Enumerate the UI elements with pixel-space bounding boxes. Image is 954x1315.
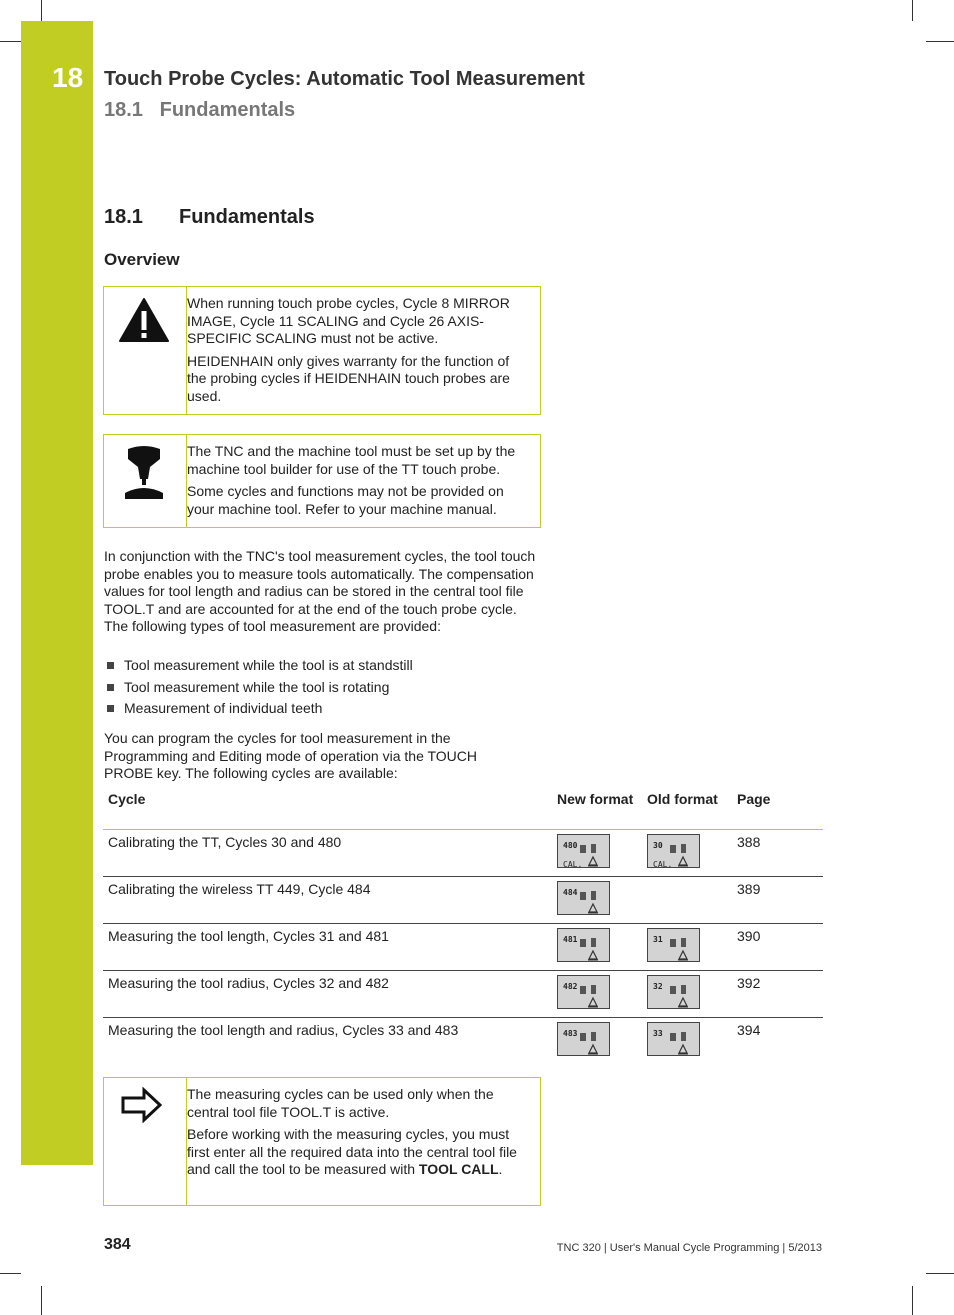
note-text <box>187 1086 530 1184</box>
note-paragraph: When running touch probe cycles, Cycle 8 MIRROR IMAGE, Cycle 11 SCALING and Cycle 26 AXIS-SPECIFIC SCALING must not be active. <box>187 295 510 346</box>
crop-mark <box>0 1273 21 1274</box>
softkey-subtitle: CAL. <box>653 860 673 869</box>
softkey-number: 31 <box>653 935 663 944</box>
note-icon-cell <box>104 1078 187 1205</box>
tip-note <box>103 1077 541 1206</box>
crop-mark <box>926 1273 954 1274</box>
machine-note <box>103 434 541 528</box>
table-row <box>103 971 823 1018</box>
tool-probe-icon <box>578 843 604 867</box>
cycle-softkey-icon <box>557 834 610 868</box>
footer-text: TNC 320 | User's Manual Cycle Programming | 5/2013 <box>556 1242 822 1254</box>
page-cell: 389 <box>732 877 823 924</box>
chapter-sidebar <box>21 21 93 1165</box>
crop-mark <box>912 1286 913 1315</box>
softkey-number: 32 <box>653 982 663 991</box>
note-icon-cell <box>104 435 187 527</box>
bullet-square-icon <box>107 705 114 712</box>
page-cell: 388 <box>732 830 823 877</box>
warning-triangle-icon <box>118 297 170 343</box>
list-item-text: Measurement of individual teeth <box>124 700 323 716</box>
arrow-right-icon <box>120 1087 164 1123</box>
old-format-cell <box>642 1018 732 1065</box>
section-title: Fundamentals <box>179 206 315 228</box>
table-row <box>103 924 823 971</box>
section-heading <box>104 206 315 229</box>
tool-probe-icon <box>578 890 604 914</box>
page-number: 384 <box>104 1236 131 1253</box>
new-format-cell <box>552 971 642 1018</box>
tool-probe-icon <box>578 1031 604 1055</box>
crop-mark <box>0 41 21 42</box>
column-header-cycle: Cycle <box>103 787 552 830</box>
table-row <box>103 1018 823 1065</box>
chapter-title: Touch Probe Cycles: Automatic Tool Measurement <box>104 68 585 90</box>
program-paragraph <box>104 730 504 783</box>
machine-dependent-icon <box>122 445 166 501</box>
column-header-new-format: New format <box>552 787 642 830</box>
note-icon-cell <box>104 287 187 414</box>
cycle-cell: Measuring the tool length and radius, Cycles 33 and 483 <box>108 1022 459 1038</box>
list-item <box>104 657 413 679</box>
softkey-number: 484 <box>563 888 578 897</box>
chapter-number: 18 <box>52 62 84 93</box>
old-format-cell <box>642 971 732 1018</box>
cycle-softkey-icon <box>557 975 610 1009</box>
intro-paragraph <box>104 548 542 636</box>
old-format-cell <box>642 877 732 924</box>
table-header-row <box>103 787 823 830</box>
column-header-page: Page <box>732 787 823 830</box>
note-paragraph: The measuring cycles can be used only when the central tool file TOOL.T is active. <box>187 1086 494 1120</box>
note-paragraph: The TNC and the machine tool must be set up by the machine tool builder for use of the TT touch probe. <box>187 443 516 477</box>
old-format-cell <box>642 830 732 877</box>
tool-probe-icon <box>668 937 694 961</box>
column-header-old-format: Old format <box>642 787 732 830</box>
new-format-cell <box>552 830 642 877</box>
section-number: 18.1 <box>104 206 143 228</box>
softkey-number: 30 <box>653 841 663 850</box>
cycle-cell: Measuring the tool length, Cycles 31 and 481 <box>103 924 552 971</box>
note-text-segment: . <box>498 1161 503 1177</box>
table-row <box>103 830 823 877</box>
softkey-number: 481 <box>563 935 578 944</box>
note-paragraph <box>187 1126 530 1179</box>
softkey-subtitle: CAL. <box>563 860 583 869</box>
subsection-heading: Overview <box>104 250 180 269</box>
cycle-cell: Calibrating the wireless TT 449, Cycle 484 <box>103 877 552 924</box>
new-format-cell <box>552 1018 642 1065</box>
tool-probe-icon <box>668 843 694 867</box>
note-paragraph: HEIDENHAIN only gives warranty for the function of the probing cycles if HEIDENHAIN touch probes are used. <box>187 352 510 404</box>
cycle-softkey-icon <box>647 928 700 962</box>
softkey-number: 480 <box>563 841 578 850</box>
tool-call-keyword: TOOL CALL <box>418 1161 499 1177</box>
cycle-cell: Calibrating the TT, Cycles 30 and 480 <box>103 830 552 877</box>
old-format-cell <box>642 924 732 971</box>
new-format-cell <box>552 877 642 924</box>
cycle-softkey-icon <box>647 975 700 1009</box>
bullet-square-icon <box>107 684 114 691</box>
new-format-cell <box>552 924 642 971</box>
list-item <box>104 700 413 722</box>
softkey-number: 482 <box>563 982 578 991</box>
note-text <box>187 443 530 523</box>
cycle-softkey-icon <box>557 1022 610 1056</box>
bullet-square-icon <box>107 662 114 669</box>
cycle-softkey-icon <box>647 834 700 868</box>
cycles-table <box>103 787 823 1064</box>
page-cell: 394 <box>737 1022 761 1038</box>
table-row <box>103 877 823 924</box>
program-text: You can program the cycles for tool measurement in the Programming and Editing mode of operation via the TOUCH PROBE key. The following cycles are available: <box>104 730 478 781</box>
softkey-number: 33 <box>653 1029 663 1038</box>
cycle-softkey-icon <box>647 1022 700 1056</box>
crop-mark <box>912 0 913 21</box>
cycle-softkey-icon <box>557 881 610 915</box>
crop-mark <box>926 41 954 42</box>
crop-mark <box>41 0 42 21</box>
list-item-text: Tool measurement while the tool is at standstill <box>124 657 413 673</box>
tool-probe-icon <box>578 937 604 961</box>
warning-note <box>103 286 541 415</box>
tool-probe-icon <box>578 984 604 1008</box>
softkey-number: 483 <box>563 1029 578 1038</box>
page-cell: 392 <box>732 971 823 1018</box>
note-text <box>187 295 530 410</box>
cycle-cell: Measuring the tool radius, Cycles 32 and 482 <box>103 971 552 1018</box>
crop-mark <box>41 1286 42 1315</box>
cycle-softkey-icon <box>557 928 610 962</box>
list-item-text: Tool measurement while the tool is rotating <box>124 678 390 695</box>
bullet-list <box>104 657 413 722</box>
tool-probe-icon <box>668 984 694 1008</box>
intro-text: In conjunction with the TNC's tool measurement cycles, the tool touch probe enables you to measure tools automatically. The compensation values for tool length and radius can be stored in the central tool file TOOL.T and are accounted for at the end of the touch probe cycle. The following types of tool measurement are provided: <box>104 548 536 634</box>
list-item <box>104 679 413 701</box>
page-cell: 390 <box>732 924 823 971</box>
note-text-segment: Before working with the measuring cycles, you must first enter all the required data into the central tool file and call the tool to be measured with <box>187 1126 517 1177</box>
note-paragraph: Some cycles and functions may not be provided on your machine tool. Refer to your machine manual. <box>187 483 504 517</box>
tool-probe-icon <box>668 1031 694 1055</box>
running-section-title: 18.1 Fundamentals <box>104 99 296 121</box>
